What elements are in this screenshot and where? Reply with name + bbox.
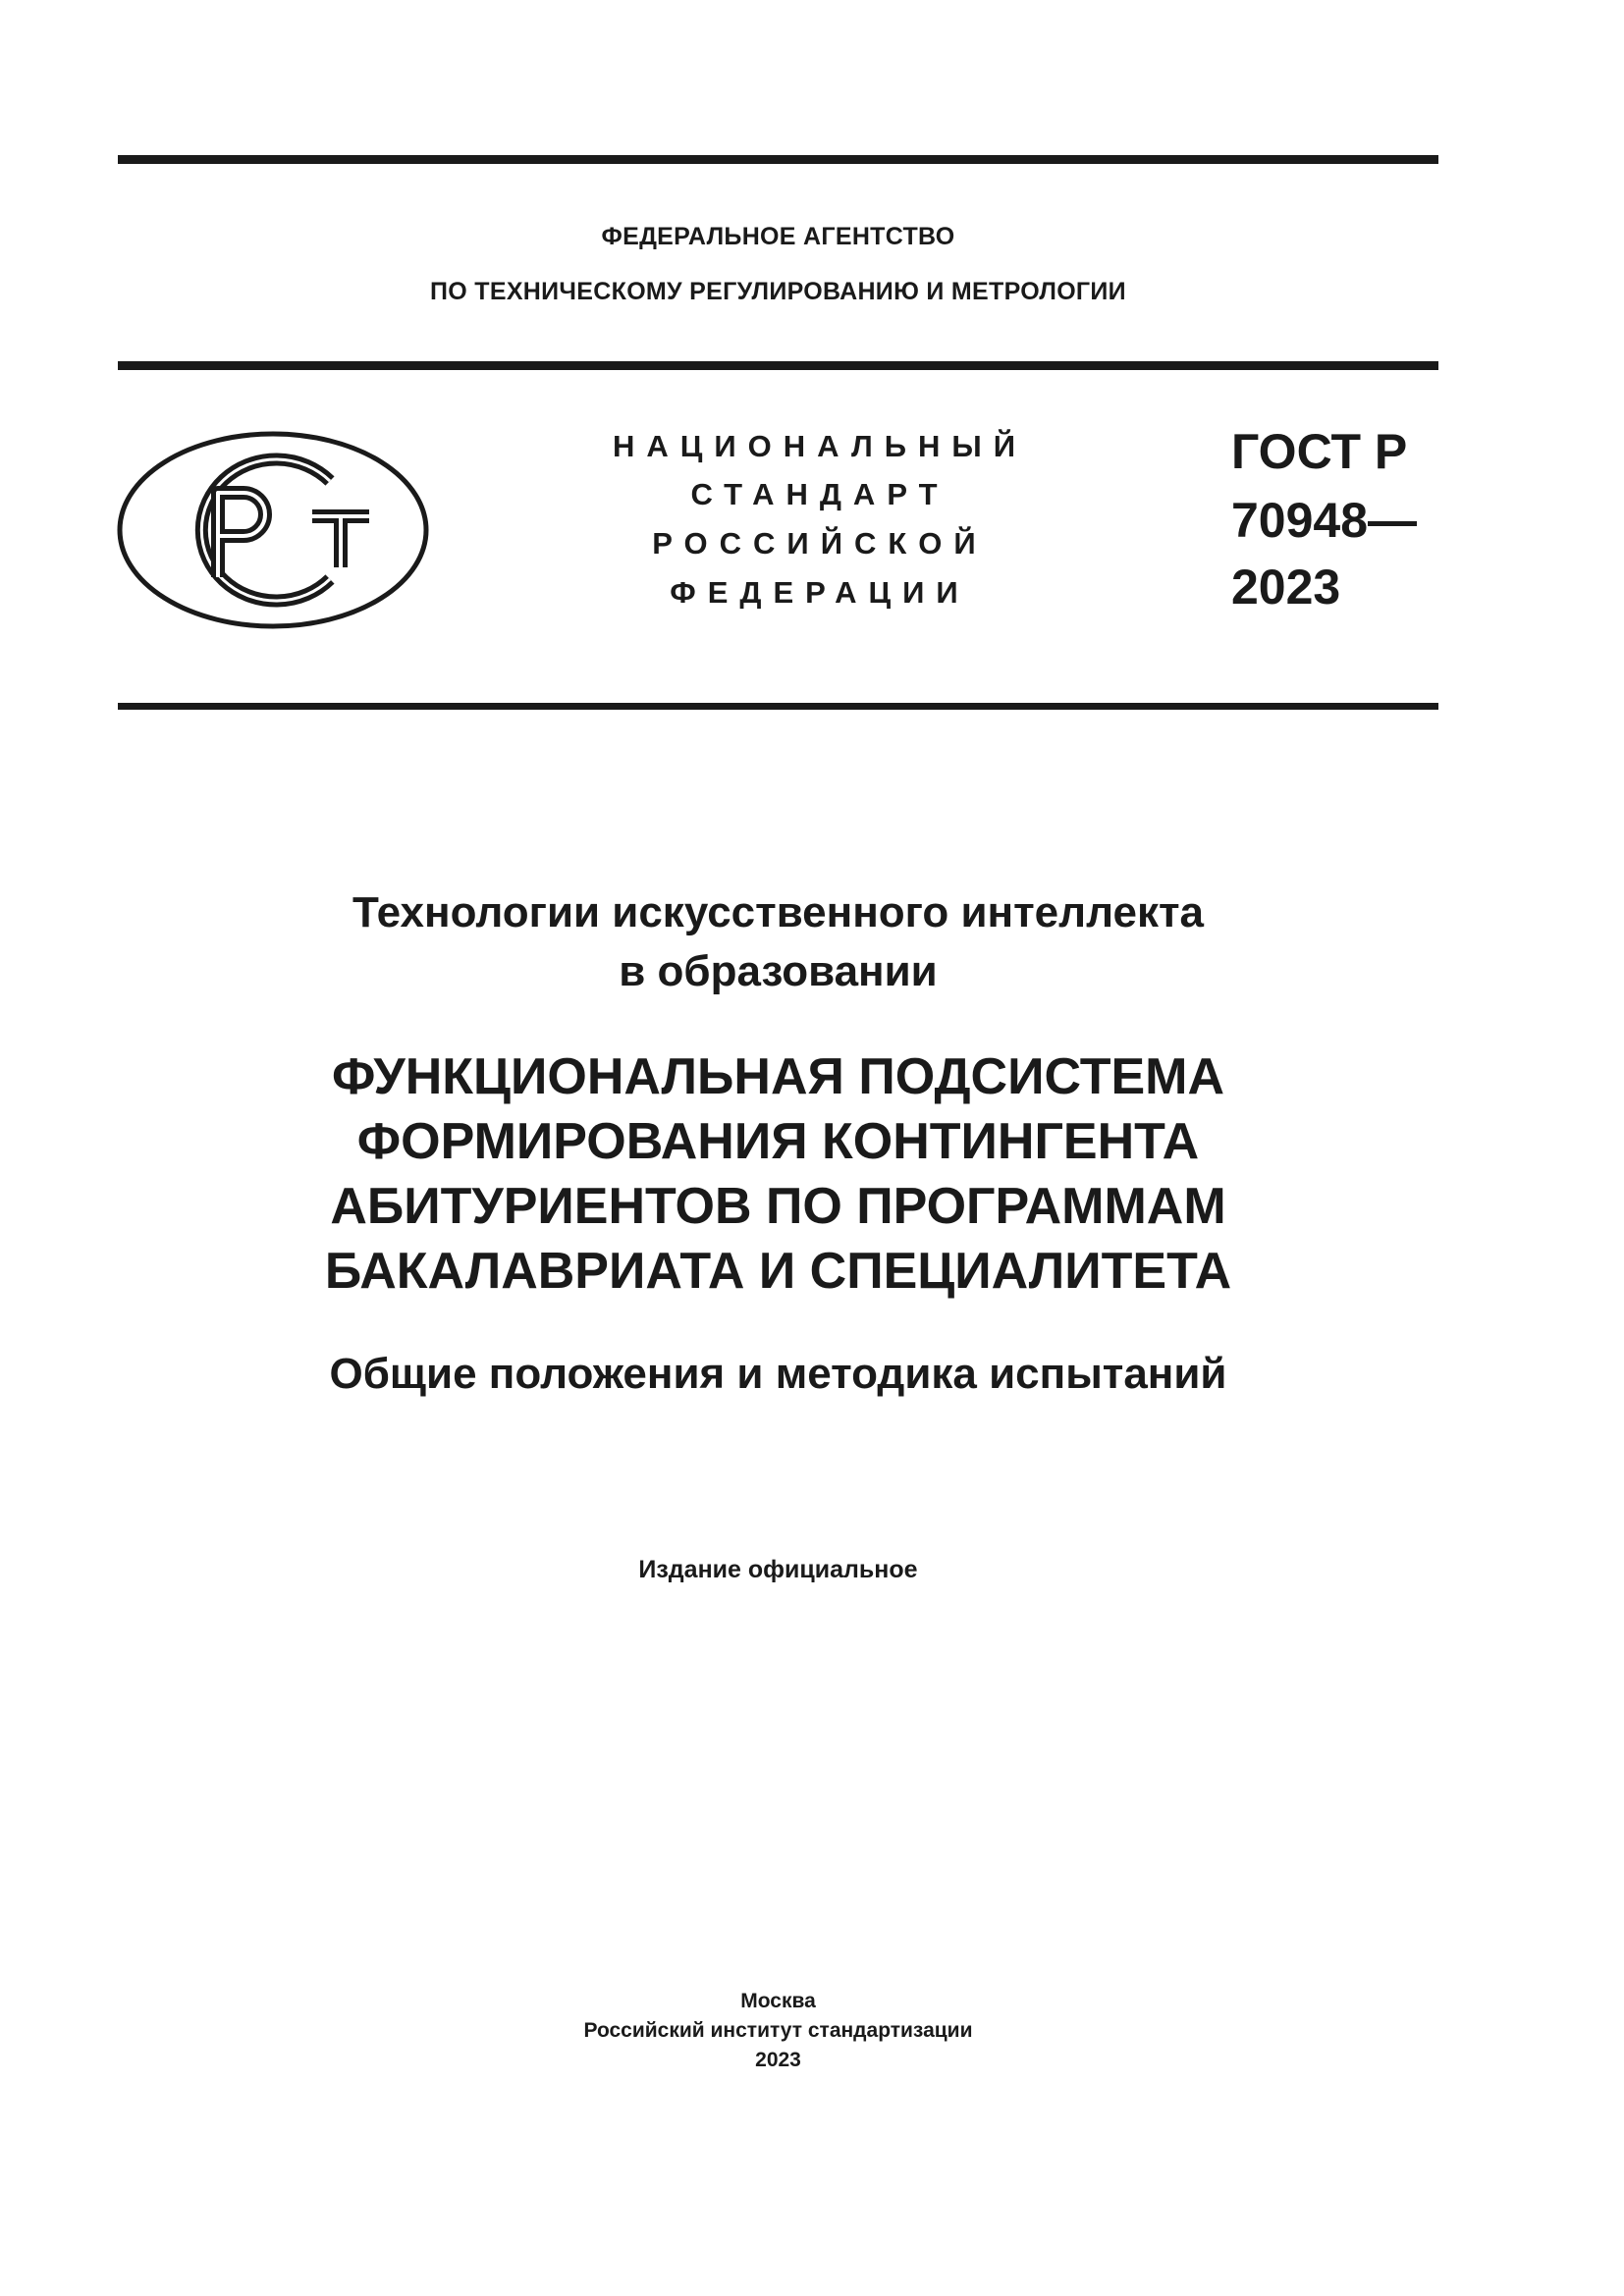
gost-designation-line-2: 70948—: [1231, 493, 1418, 548]
top-rule: [118, 155, 1438, 164]
gost-designation-line-3: 2023: [1231, 560, 1341, 614]
rst-certification-mark-icon: [116, 430, 430, 630]
standard-type-line-4: ФЕДЕРАЦИИ: [670, 575, 970, 610]
header-bottom-rule: [118, 703, 1438, 710]
header-rule: [118, 361, 1438, 370]
edition-label: Издание официальное: [638, 1556, 918, 1583]
main-title-line-3: АБИТУРИЕНТОВ ПО ПРОГРАММАМ: [330, 1178, 1226, 1235]
main-title-line-2: ФОРМИРОВАНИЯ КОНТИНГЕНТА: [356, 1113, 1200, 1170]
publisher-year: 2023: [755, 2049, 801, 2071]
subtitle: Общие положения и методика испытаний: [329, 1350, 1227, 1398]
standard-type-line-2: СТАНДАРТ: [690, 477, 949, 511]
topic-title-line-1: Технологии искусственного интеллекта: [352, 888, 1204, 936]
publisher-city: Москва: [740, 1990, 816, 2012]
standard-type-line-1: НАЦИОНАЛЬНЫЙ: [612, 429, 1028, 463]
topic-title-line-2: в образовании: [619, 947, 938, 995]
standard-type-line-3: РОССИЙСКОЙ: [652, 526, 988, 561]
publisher-name: Российский институт стандартизации: [583, 2019, 973, 2042]
agency-line-1: ФЕДЕРАЛЬНОЕ АГЕНТСТВО: [601, 223, 955, 250]
agency-line-2: ПО ТЕХНИЧЕСКОМУ РЕГУЛИРОВАНИЮ И МЕТРОЛОГИИ: [430, 278, 1126, 305]
main-title-line-1: ФУНКЦИОНАЛЬНАЯ ПОДСИСТЕМА: [331, 1048, 1225, 1105]
gost-designation-line-1: ГОСТ Р: [1231, 424, 1408, 479]
main-title-line-4: БАКАЛАВРИАТА И СПЕЦИАЛИТЕТА: [324, 1243, 1232, 1300]
